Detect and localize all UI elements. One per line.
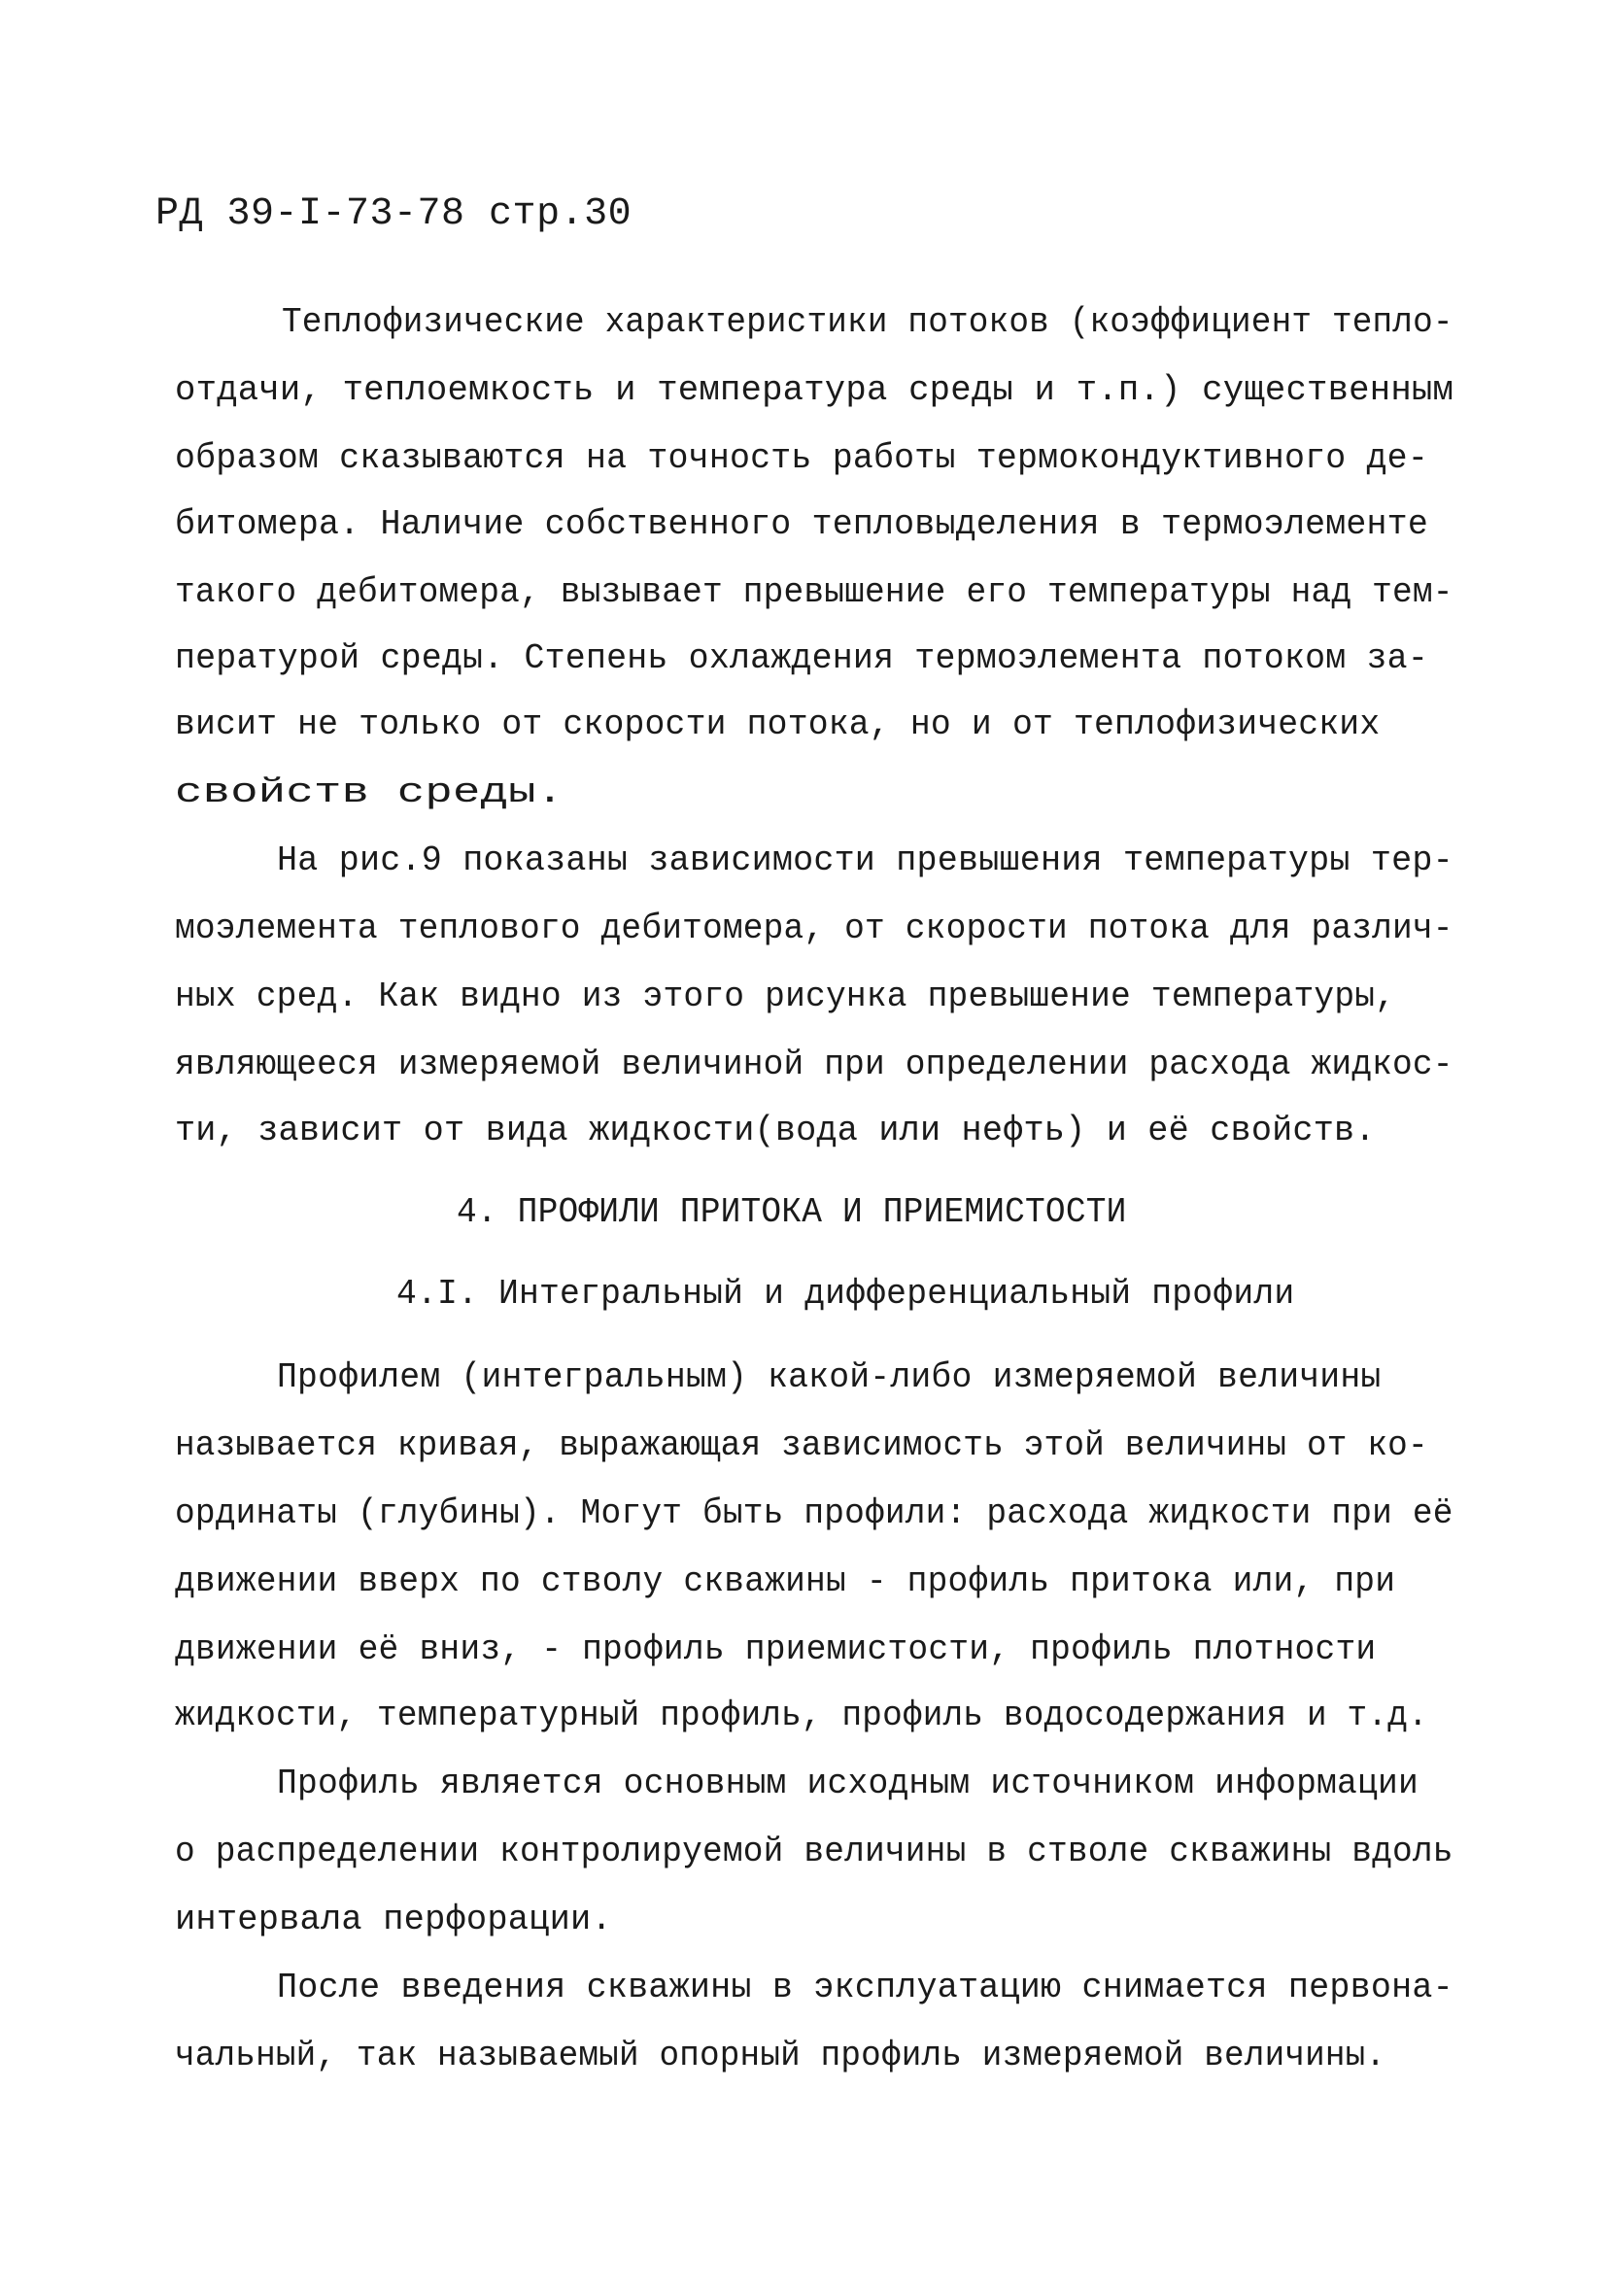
text-line: Теплофизические характеристики потоков (коэффициент тепло- [282, 302, 1453, 342]
text-line: висит не только от скорости потока, но и от теплофизических [175, 704, 1381, 744]
subsection-heading: 4.I. Интегральный и дифференциальный профили [396, 1274, 1295, 1314]
text-line: называется кривая, выражающая зависимость этой величины от ко- [175, 1425, 1428, 1465]
text-line: битомера. Наличие собственного тепловыделения в термоэлементе [175, 504, 1428, 544]
text-line: о распределении контролируемой величины в стволе скважины вдоль [175, 1832, 1453, 1871]
section-heading: 4. ПРОФИЛИ ПРИТОКА И ПРИЕМИСТОСТИ [457, 1192, 1127, 1232]
text-line: ных сред. Как видно из этого рисунка превышение температуры, [175, 977, 1396, 1016]
text-line: моэлемента теплового дебитомера, от скорости потока для различ- [175, 908, 1453, 948]
text-line: отдачи, теплоемкость и температура среды и т.п.) существенным [175, 370, 1454, 410]
text-line: ординаты (глубины). Могут быть профили: расхода жидкости при её [175, 1493, 1453, 1533]
text-line: ти, зависит от вида жидкости(вода или нефть) и её свойств. [175, 1111, 1376, 1150]
text-line: образом сказываются на точность работы термокондуктивного де- [175, 438, 1428, 478]
text-line: Профилем (интегральным) какой-либо измеряемой величины [277, 1357, 1382, 1397]
text-line: интервала перфорации. [175, 1900, 612, 1939]
text-line: такого дебитомера, вызывает превышение его температуры над тем- [175, 572, 1453, 612]
text-line: чальный, так называемый опорный профиль измеряемой величины. [175, 2036, 1386, 2075]
page-header: РД 39-I-73-78 стр.30 [155, 192, 633, 236]
text-line: являющееся измеряемой величиной при определении расхода жидкос- [175, 1045, 1453, 1084]
text-line: После введения скважины в эксплуатацию снимается первона- [277, 1968, 1453, 2007]
text-line: На рис.9 показаны зависимости превышения температуры тер- [277, 840, 1453, 880]
text-line: пературой среды. Степень охлаждения термоэлемента потоком за- [175, 638, 1428, 678]
text-line: движении вверх по стволу скважины - профиль притока или, при [175, 1561, 1396, 1601]
text-line: движении её вниз, - профиль приемистости, профиль плотности [175, 1629, 1377, 1669]
text-line: жидкости, температурный профиль, профиль водосодержания и т.д. [175, 1696, 1428, 1735]
text-line: Профиль является основным исходным источником информации [277, 1764, 1419, 1803]
text-line: свойств среды. [175, 772, 564, 812]
